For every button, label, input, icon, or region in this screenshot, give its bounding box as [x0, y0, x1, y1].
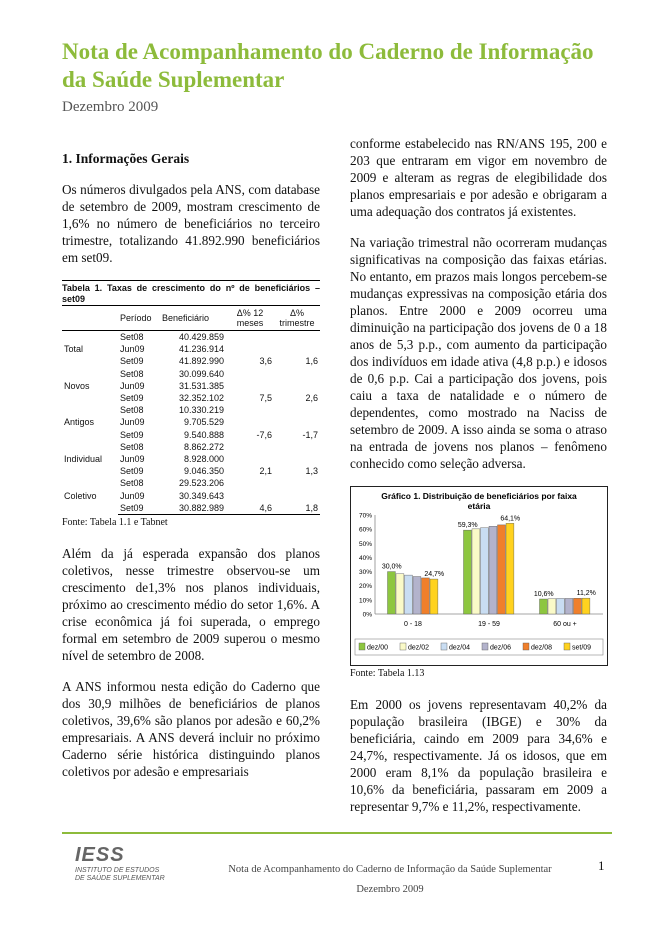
table-cell: Set08 [120, 478, 144, 489]
table-cell: 8.862.272 [183, 441, 224, 452]
table-cell [226, 380, 274, 392]
chart-title: etária [467, 501, 491, 511]
chart-1 [350, 486, 608, 666]
table-cell: Set09 [118, 502, 160, 515]
legend-swatch [564, 643, 570, 650]
bar [498, 525, 506, 614]
legend-label: dez/06 [490, 644, 512, 652]
bar-chart [351, 487, 607, 665]
table-cell: 30.349.643 [178, 490, 224, 501]
table-cell [274, 380, 320, 392]
table-cell: -7,6 [256, 429, 272, 440]
bar [388, 572, 396, 614]
chart-title: Gráfico 1. Distribuição de beneficiários por faixa [381, 491, 577, 501]
section-heading: 1. Informações Gerais [62, 151, 190, 166]
iess-logo [75, 844, 165, 883]
table-cell [274, 453, 320, 465]
data-label: 59,3% [457, 522, 478, 530]
table-cell: Jun09 [120, 417, 145, 428]
logo-mark: IESS [75, 844, 125, 866]
bar [582, 598, 590, 614]
table-cell [274, 489, 320, 501]
x-tick-label: 19 - 59 [478, 621, 500, 628]
table-cell [274, 441, 320, 453]
legend-swatch [482, 643, 488, 650]
legend-label: dez/08 [531, 644, 553, 652]
bar [413, 577, 421, 614]
table-cell: 9.046.350 [183, 466, 224, 477]
logo-line-1: INSTITUTO DE ESTUDOS [75, 867, 160, 874]
table-cell: 10.330.219 [178, 405, 224, 416]
table-row [62, 331, 320, 344]
table-cell: 31.531.385 [178, 380, 224, 391]
table-cell: 40.429.859 [178, 332, 224, 343]
table-cell [226, 441, 274, 453]
bar [472, 529, 480, 614]
table-cell: Jun09 [120, 453, 145, 464]
table-cell: 9.540.888 [183, 429, 224, 440]
table-cell: Jun09 [120, 344, 145, 355]
right-column [350, 135, 607, 829]
table-header: Beneficiário [160, 306, 226, 331]
document-date: Dezembro 2009 [62, 99, 159, 115]
bar [489, 526, 497, 614]
logo-line-2: DE SAÚDE SUPLEMENTAR [75, 875, 165, 882]
bar [548, 599, 556, 614]
table-cell: Set08 [120, 368, 144, 379]
left-column [62, 150, 320, 794]
x-tick-label: 0 - 18 [404, 621, 422, 628]
beneficiaries-table [62, 305, 320, 515]
table-group-label: Novos [64, 380, 90, 391]
table-cell: 30.882.989 [160, 502, 226, 515]
paragraph: Em 2000 os jovens representavam 40,2% da população brasileira (IBGE) e 30% da beneficiária, caindo em 2009 para 34,6% e 24,7%, respectivamente. Já os idosos, que em 2000 eram 8,1% da população brasileira e 10,6% da beneficiária, passaram em 2009 a representar 9,7% e 11,2%, respectivamente. [350, 697, 607, 814]
paragraph: Além da já esperada expansão dos planos coletivos, nesse trimestre observou-se um crescimento de1,3% nos planos individuais, próximo ao crescimento médio do setor 1,6%. A crise econômica já foi superada, o emprego formal em setembro de 2009 superou o mesmo nível de setembro de 2008. [62, 545, 320, 663]
footer-title: Nota de Acompanhamento do Caderno de Informação da Saúde Suplementar [228, 864, 552, 875]
legend-label: set/09 [572, 644, 592, 652]
bar [405, 575, 413, 614]
table-cell [226, 331, 274, 344]
table-cell [274, 416, 320, 428]
table-cell: 30.099.640 [178, 368, 224, 379]
bar [396, 574, 404, 614]
table-cell [274, 331, 320, 344]
table-cell: 9.705.529 [183, 417, 224, 428]
table-cell [274, 477, 320, 489]
table-group-label: Individual [64, 453, 103, 464]
bar [565, 598, 573, 614]
legend-swatch [359, 643, 365, 650]
bar [430, 579, 438, 614]
legend-label: dez/02 [408, 644, 430, 652]
bar [506, 523, 514, 614]
table-cell: Set08 [120, 441, 144, 452]
data-label: 24,7% [424, 571, 445, 579]
table-row [62, 368, 320, 380]
bar [574, 598, 582, 614]
table-cell: 1,6 [305, 356, 318, 367]
bar [557, 598, 565, 614]
table-cell: 1,3 [305, 466, 318, 477]
page-number: 1 [598, 858, 605, 873]
table-cell: 3,6 [259, 356, 272, 367]
table-cell: Set09 [120, 393, 144, 404]
x-tick-label: 60 ou + [553, 621, 577, 628]
data-label: 11,2% [576, 590, 596, 598]
paragraph: conforme estabelecido nas RN/ANS 195, 200 e 203 que entraram em vigor em novembro de 2009 e alteram as regras de elegibilidade dos planos empresariais e por adesão e obrigaram a uma adequação dos contratos já existentes. [350, 136, 607, 219]
table-cell [226, 343, 274, 355]
table-cell: -1,7 [302, 429, 318, 440]
table-cell [274, 343, 320, 355]
table-cell: 2,1 [259, 466, 272, 477]
table-header: Período [118, 306, 160, 331]
y-tick-label: 70% [358, 512, 372, 520]
bar [540, 599, 548, 614]
table-cell: Jun09 [120, 380, 145, 391]
table-cell [226, 416, 274, 428]
table-row [62, 404, 320, 416]
footer-date: Dezembro 2009 [356, 884, 424, 895]
y-tick-label: 50% [358, 540, 372, 548]
table-cell [226, 489, 274, 501]
table-cell: 1,8 [274, 502, 320, 515]
table-cell [226, 453, 274, 465]
legend-swatch [400, 643, 406, 650]
data-label: 30,0% [381, 563, 402, 571]
bar [464, 530, 472, 614]
footer-divider [62, 832, 612, 834]
data-label: 10,6% [533, 591, 554, 599]
table-title: Tabela 1. Taxas de crescimento do nº de beneficiários – set09 [62, 280, 320, 305]
table-group-label: Total [64, 344, 84, 355]
table-cell: Set08 [120, 405, 144, 416]
bar [422, 578, 430, 614]
footer-text [200, 860, 580, 900]
y-tick-label: 40% [358, 554, 372, 562]
paragraph: A ANS informou nesta edição do Caderno que dos 30,9 milhões de beneficiários de planos coletivos, 39,6% são planos por adesão e 60,2% empresariais. A ANS deverá incluir no próximo Caderno série histórica distinguindo planos coletivos por adesão e empresariais [62, 678, 320, 779]
table-source: Fonte: Tabela 1.1 e Tabnet [62, 516, 168, 528]
table-header [62, 306, 118, 331]
table-cell: 2,6 [305, 393, 318, 404]
legend-label: dez/00 [367, 644, 389, 652]
table-cell: 7,5 [259, 393, 272, 404]
table-header: Δ% 12 meses [226, 306, 274, 331]
table-cell [226, 404, 274, 416]
y-tick-label: 20% [358, 583, 372, 591]
table-cell: Set09 [120, 466, 144, 477]
y-tick-label: 0% [362, 611, 372, 619]
table-cell [226, 477, 274, 489]
table-cell: Jun09 [120, 490, 145, 501]
table-cell: 4,6 [226, 502, 274, 515]
table-cell: Set08 [120, 332, 144, 343]
chart-source: Fonte: Tabela 1.13 [350, 668, 425, 679]
table-cell: Set09 [120, 356, 144, 367]
y-tick-label: 60% [358, 526, 372, 534]
data-label: 64,1% [500, 515, 521, 523]
paragraph: Os números divulgados pela ANS, com database de setembro de 2009, mostram crescimento de 1,6% no número de beneficiários no terceiro trimestre, totalizando 41.892.990 beneficiários em set09. [62, 182, 320, 265]
table-cell: Set09 [120, 429, 144, 440]
paragraph: Na variação trimestral não ocorreram mudanças significativas na composição das faixas etárias. No entanto, em prazos mais longos percebem-se mudanças expressivas na composição etária dos planos. Entre 2000 e 2009 ocorreu uma diminuição na participação dos jovens de 0 a 18 anos de 5,3 p.p., com aumento da participação dos indivíduos em idade ativa (4,8 p.p.) e idosos de 0,6 p.p. Cai a participação dos jovens, pois caiu a taxa de natalidade e o número de dependentes, como mostrado na Naciss de setembro de 2009. A isso ainda se soma o atraso na entrada de jovens nos planos – fenômeno conhecido como seleção adversa. [350, 235, 607, 471]
table-cell [274, 368, 320, 380]
table-cell [274, 404, 320, 416]
table-group-label: Coletivo [64, 490, 97, 501]
table-row [62, 441, 320, 453]
document-title: Nota de Acompanhamento do Caderno de Informação da Saúde Suplementar [62, 39, 594, 92]
y-tick-label: 30% [358, 569, 372, 577]
table-cell: 8.928.000 [183, 453, 224, 464]
table-header: Δ% trimestre [274, 306, 320, 331]
table-group-label: Antigos [64, 417, 95, 428]
table-row [62, 477, 320, 489]
bar [481, 528, 489, 614]
legend-swatch [441, 643, 447, 650]
table-cell [226, 368, 274, 380]
table-cell: 41.892.990 [178, 356, 224, 367]
y-tick-label: 10% [358, 597, 372, 605]
legend-swatch [523, 643, 529, 650]
table-cell: 29.523.206 [178, 478, 224, 489]
legend-label: dez/04 [449, 644, 471, 652]
table-cell: 32.352.102 [178, 393, 224, 404]
table-1 [62, 280, 320, 529]
table-cell: 41.236.914 [178, 344, 224, 355]
